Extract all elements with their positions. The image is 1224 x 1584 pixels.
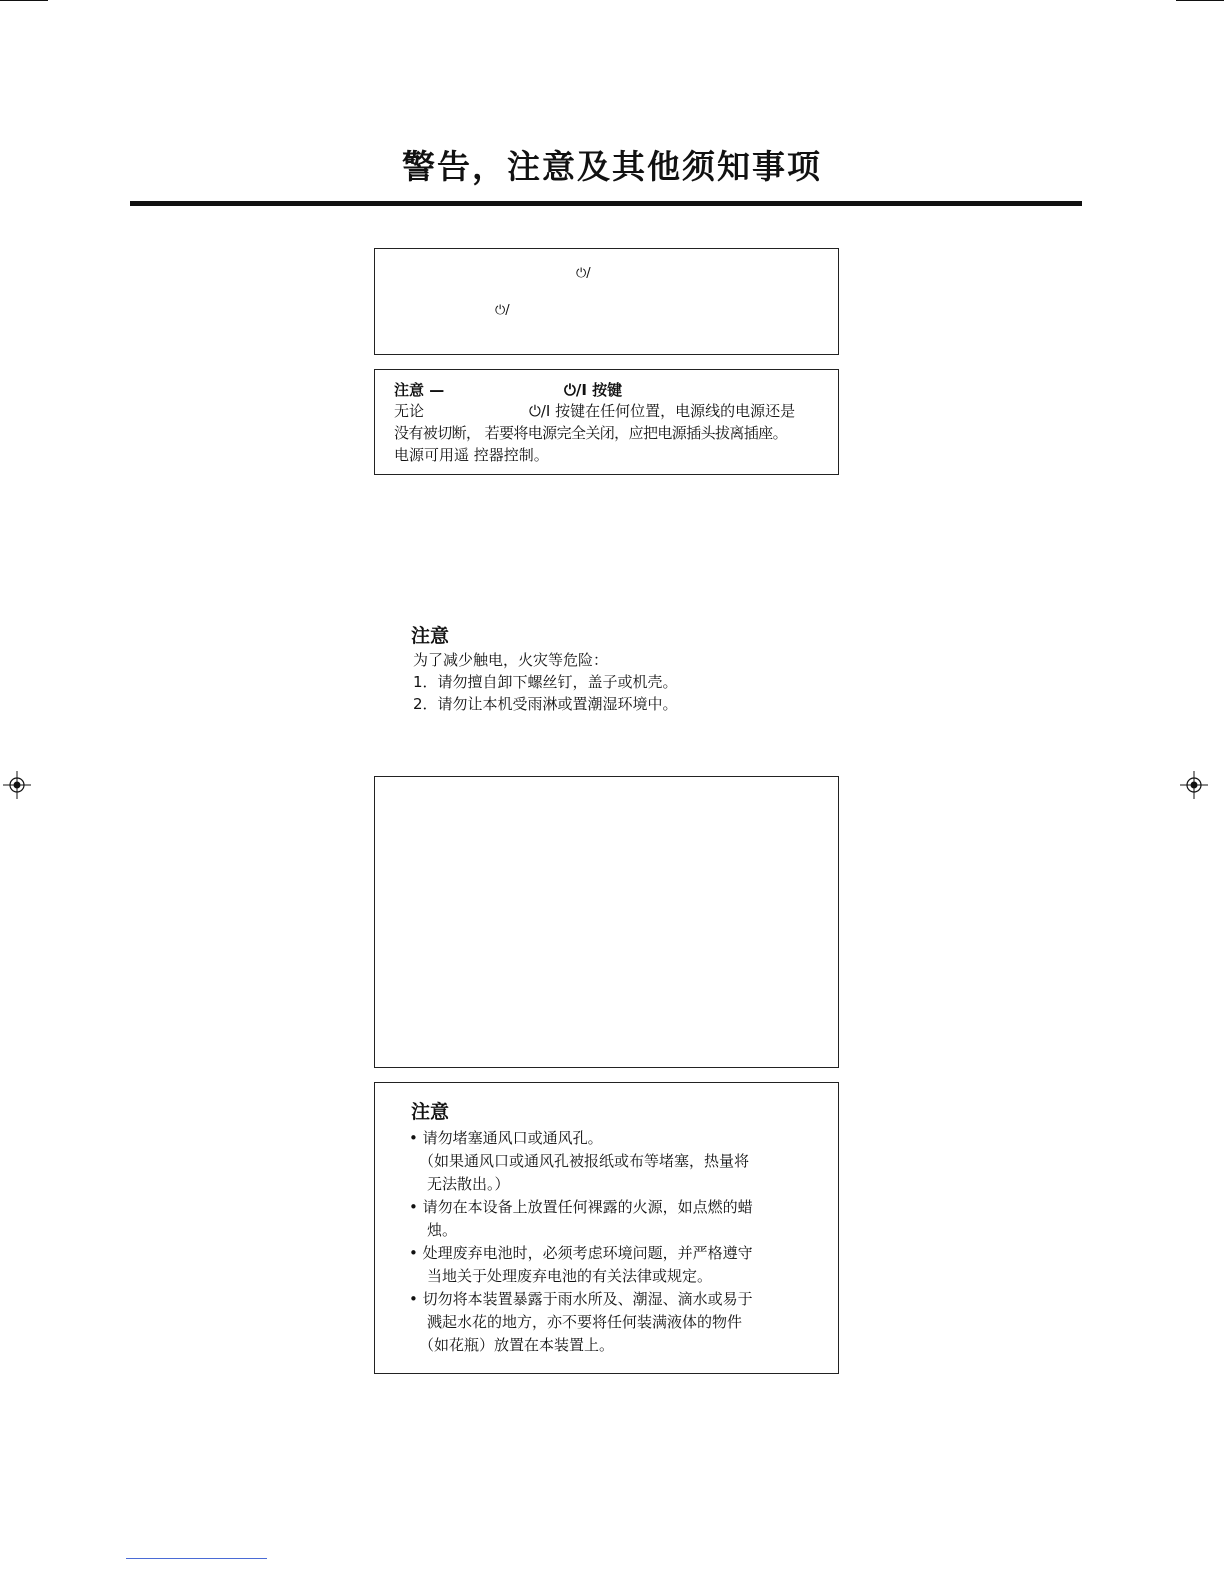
caution2-line: 溅起水花的地方，亦不要将任何装满液体的物件 [427,1313,743,1331]
power-caution-heading: 注意 — [394,381,445,399]
crop-mark-top-right [1176,0,1224,1]
caution2-line: • 请勿在本设备上放置任何裸露的火源，如点燃的蜡 [409,1198,753,1216]
caution-item-1: 1．请勿擅自卸下螺丝钉，盖子或机壳。 [413,673,678,691]
power-caution-line1-rest: ⏻/I 按键在任何位置，电源线的电源还是 [529,402,796,420]
power-caution-line2: 没有被切断， 若要将电源完全关闭，应把电源插头拔离插座。 [394,424,787,442]
caution2-line: • 请勿堵塞通风口或通风孔。 [409,1129,603,1147]
crop-mark-top-left [0,0,48,1]
caution2-line: 当地关于处理废弃电池的有关法律或规定。 [427,1267,713,1285]
registration-mark-left-icon [3,771,31,799]
page-title: 警告，注意及其他须知事项 [402,147,822,186]
caution2-line: 烛。 [427,1221,458,1239]
standby-notice-box [374,248,839,355]
caution-heading-2: 注意 [411,1101,450,1123]
standby-symbol-2: ⏻/ [495,303,510,318]
caution2-line: • 切勿将本装置暴露于雨水所及、潮湿、滴水或易于 [409,1290,753,1308]
caution-intro: 为了减少触电，火灾等危险： [413,651,609,669]
caution2-line: （如花瓶）放置在本装置上。 [419,1336,615,1354]
caution2-line: • 处理废弃电池时，必须考虑环境问题，并严格遵守 [409,1244,753,1262]
power-caution-line3: 电源可用遥 控器控制。 [394,446,549,464]
empty-notice-box [374,776,839,1068]
footer-rule [126,1558,267,1559]
caution2-line: 无法散出。） [427,1175,510,1193]
standby-symbol-1: ⏻/ [576,266,591,281]
caution-item-2: 2．请勿让本机受雨淋或置潮湿环境中。 [413,695,678,713]
power-caution-line1-start: 无论 [394,402,425,420]
caution-heading-1: 注意 [411,625,450,647]
registration-mark-right-icon [1180,771,1208,799]
power-caution-box [374,369,839,475]
ventilation-caution-box [374,1082,839,1374]
caution2-line: （如果通风口或通风孔被报纸或布等堵塞，热量将 [419,1152,750,1170]
power-caution-symbol-label: ⏻/I 按键 [564,381,623,399]
title-rule [130,201,1082,206]
